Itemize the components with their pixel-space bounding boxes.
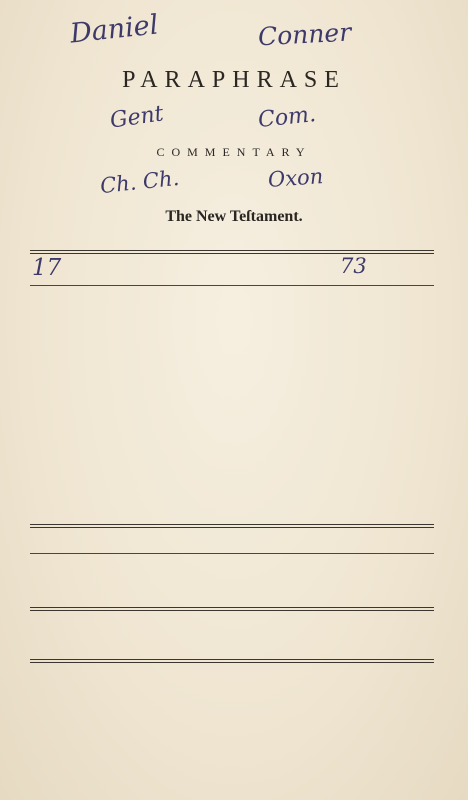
rule-double-mid — [30, 524, 434, 528]
title-commentary: COMMENTARY — [156, 145, 312, 159]
rule-double-imprint — [30, 659, 434, 663]
rule-double-edition — [30, 607, 434, 611]
handwritten-surname: Conner — [257, 17, 352, 52]
handwritten-ch-ch: Ch. Ch. — [98, 165, 181, 199]
rule-double-top — [30, 250, 434, 254]
handwritten-shelf-number: 73 — [340, 254, 367, 278]
rule-thin-1 — [30, 285, 434, 286]
handwritten-gent: Gent — [108, 101, 166, 134]
handwritten-first-name: Daniel — [68, 9, 160, 50]
handwritten-com: Com. — [256, 102, 318, 133]
handwritten-oxon: Oxon — [267, 164, 325, 192]
rule-thin-2 — [30, 553, 434, 554]
handwritten-volume-number: 17 — [32, 255, 62, 281]
title-new-testament: The New Teſtament. — [165, 208, 303, 225]
title-paraphrase: PARAPHRASE — [122, 67, 346, 93]
